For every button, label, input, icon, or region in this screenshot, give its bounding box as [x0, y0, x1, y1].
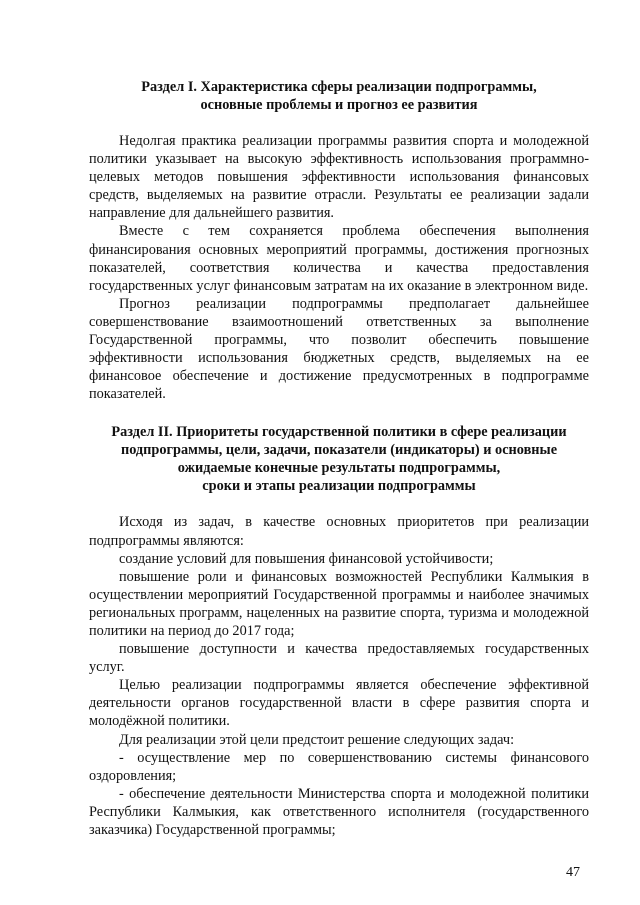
paragraph: Для реализации этой цели предстоит решение следующих задач:: [119, 731, 515, 748]
paragraph: Целью реализации подпрограммы является обеспечение эффективной деятельности органов государственной власти в сфере развития спорта и молодёжной политики.: [89, 677, 589, 730]
page-number: 47: [566, 865, 580, 880]
paragraph: Прогноз реализации подпрограммы предполагает дальнейшее совершенствование взаимоотношений ответственных за выполнение Государственной программы, что позволит обеспечить повышение эффективности использования бюджетных средств, выделяемых на ее финансовое обеспечение и достижение предусмотренных в подпрограмме показателей.: [89, 295, 589, 403]
list-item: повышение доступности и качества предоставляемых государственных услуг.: [89, 641, 589, 676]
section-2-heading-line: Раздел II. Приоритеты государственной политики в сфере реализации: [111, 424, 567, 441]
task-item: - обеспечение деятельности Министерства спорта и молодежной политики Республики Калмыкия, как ответственного исполнителя (государственного заказчика) Государственной программы;: [89, 785, 589, 838]
list-item: создание условий для повышения финансовой устойчивости;: [119, 550, 494, 567]
task-item: - осуществление мер по совершенствованию системы финансового оздоровления;: [89, 749, 589, 784]
section-1-heading-line: Раздел I. Характеристика сферы реализации подпрограммы,: [141, 79, 537, 95]
paragraph: Исходя из задач, в качестве основных приоритетов при реализации подпрограммы являются:: [89, 514, 589, 549]
list-item: повышение роли и финансовых возможностей Республики Калмыкия в осуществлении мероприятий Государственной программы и наиболее значимых региональных программ, нацеленных на развитие спорта, туризма и молодежной политики на период до 2017 года;: [89, 568, 589, 639]
page-content: [89, 78, 589, 839]
section-2-heading-line: ожидаемые конечные результаты подпрограммы,: [177, 460, 501, 477]
paragraph: Недолгая практика реализации программы развития спорта и молодежной политики указывает на высокую эффективность использования программно-целевых методов повышения эффективности использования финансовых средств, выделяемых на развитие отрасли. Результаты ее реализации задали направление для дальнейшего развития.: [89, 133, 589, 222]
paragraph: Вместе с тем сохраняется проблема обеспечения выполнения финансирования основных мероприятий программы, достижения прогнозных показателей, соответствия количества и качества предоставления государственных услуг финансовым затратам на их оказание в электронном виде.: [89, 223, 589, 294]
section-1-heading: [89, 78, 589, 114]
section-2-body: [89, 513, 589, 839]
section-1-body: [89, 132, 589, 403]
section-2-heading-line: сроки и этапы реализации подпрограммы: [202, 478, 476, 495]
section-2-heading: [89, 423, 589, 495]
section-2-heading-line: подпрограммы, цели, задачи, показатели (индикаторы) и основные: [120, 442, 558, 459]
section-1-heading-line: основные проблемы и прогноз ее развития: [200, 97, 478, 113]
